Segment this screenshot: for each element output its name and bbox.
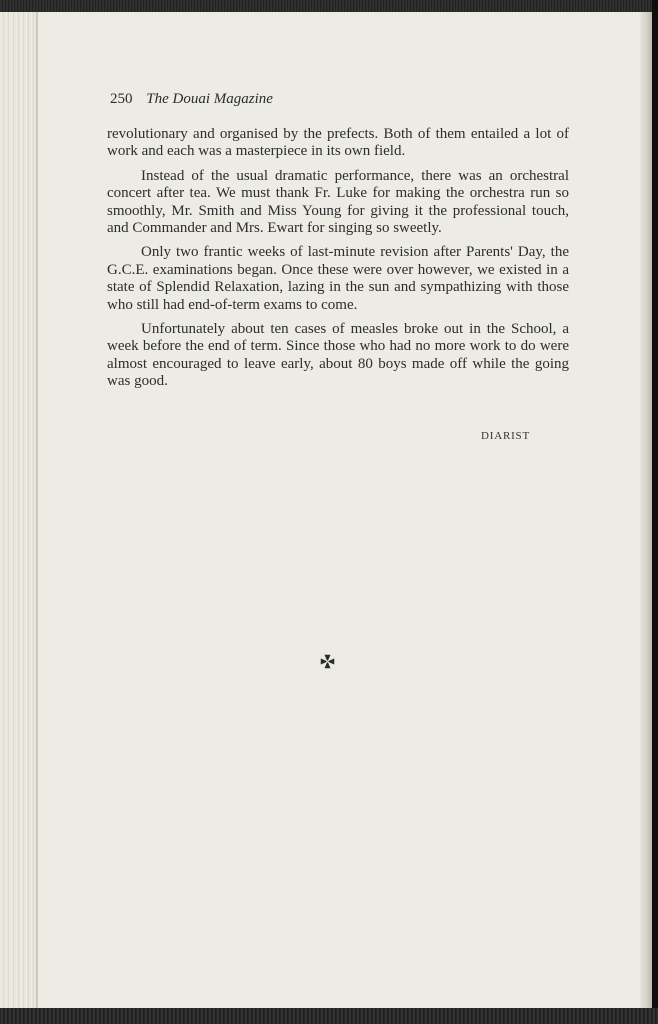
cross-pattee-icon (320, 654, 335, 669)
running-head (110, 91, 273, 108)
author-signature: DIARIST (481, 430, 530, 442)
scan-right-edge (652, 0, 658, 1024)
paragraph-4: Unfortunately about ten cases of measles broke out in the School, a week before the end of term. Since those who had no more work to do were almost encouraged to leave early, about 80 boys made off while the going was good. (107, 321, 569, 390)
magazine-title: The Douai Magazine (146, 91, 273, 107)
page-number: 250 (110, 91, 133, 107)
paragraph-3: Only two frantic weeks of last-minute revision after Parents' Day, the G.C.E. examinations began. Once these were over however, we existed in a state of Splendid Relaxation, lazing in the sun and sympathizing with those who still had end-of-term exams to come. (107, 244, 569, 313)
page-gutter (0, 12, 38, 1010)
article-body (107, 126, 569, 398)
page-fore-edge (640, 12, 652, 1010)
paragraph-1: revolutionary and organised by the prefects. Both of them entailed a lot of work and each was a masterpiece in its own field. (107, 126, 569, 160)
paragraph-2: Instead of the usual dramatic performance, there was an orchestral concert after tea. We must thank Fr. Luke for making the orchestra run so smoothly, Mr. Smith and Miss Young for giving it the professional touch, and Commander and Mrs. Ewart for singing so sweetly. (107, 167, 569, 237)
scan-bottom-edge (0, 1008, 658, 1024)
